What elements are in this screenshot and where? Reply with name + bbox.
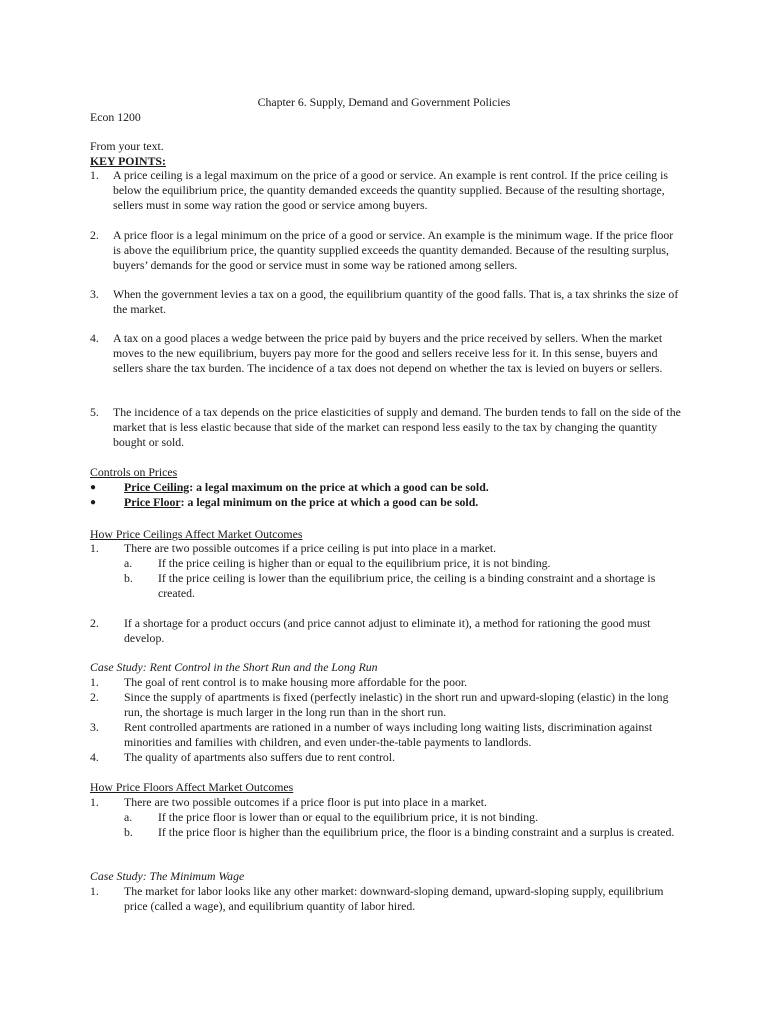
- floors-item: There are two possible outcomes if a price floor is put into place in a market.: [124, 795, 487, 809]
- sub-letter: a.: [124, 556, 133, 570]
- ceilings-item: There are two possible outcomes if a price ceiling is put into place in a market.: [124, 541, 497, 555]
- floors-sub-item: If the price floor is lower than or equal to the equilibrium price, it is not binding.: [158, 810, 539, 824]
- key-points-heading: KEY POINTS:: [90, 154, 166, 168]
- list-number: 1.: [90, 884, 99, 898]
- rent-item: The quality of apartments also suffers due to rent control.: [124, 750, 396, 764]
- key-point-text: A tax on a good places a wedge between the price paid by buyers and the price received by sellers. When the market moves to the new equilibrium, buyers pay more for the good and sellers receive less for it. In this sense, buyers and sellers share the tax burden. The incidence of a tax does not depend on whether the tax is levied on buyers or sellers.: [113, 331, 663, 375]
- wage-item: The market for labor looks like any other market: downward-sloping demand, upward-sloping supply, equilibrium price (called a wage), and equilibrium quantity of labor hired.: [124, 884, 664, 913]
- key-point-text: When the government levies a tax on a good, the equilibrium quantity of the good falls. That is, a tax shrinks the size of the market.: [113, 287, 679, 316]
- bullet-icon: ●: [90, 482, 97, 493]
- rent-item: Rent controlled apartments are rationed in a number of ways including long waiting lists, discrimination against minorities and families with children, and even under-the-table payments to landlords.: [124, 720, 653, 749]
- minimum-wage-heading: Case Study: The Minimum Wage: [90, 869, 245, 883]
- price-floor-definition: [124, 495, 478, 510]
- list-number: 2.: [90, 616, 99, 630]
- price-ceiling-definition: [124, 480, 489, 495]
- floors-heading: How Price Floors Affect Market Outcomes: [90, 780, 294, 794]
- ceilings-sub-item: If the price ceiling is lower than the equilibrium price, the ceiling is a binding constraint and a shortage is created.: [158, 571, 656, 600]
- page-title: Chapter 6. Supply, Demand and Government Policies: [257, 95, 511, 109]
- ceilings-heading: How Price Ceilings Affect Market Outcomes: [90, 527, 303, 541]
- key-point-text: A price floor is a legal minimum on the price of a good or service. An example is the minimum wage. If the price floor is above the equilibrium price, the quantity supplied exceeds the quantity demanded. Because of the resulting surplus, buyers’ demands for the good or service must in some way be rationed among sellers.: [113, 228, 674, 272]
- ceilings-sub-item: If the price ceiling is higher than or equal to the equilibrium price, it is not binding.: [158, 556, 551, 570]
- key-point-number: 1.: [90, 168, 99, 182]
- key-point-number: 2.: [90, 228, 99, 242]
- source-note: From your text.: [90, 139, 164, 153]
- key-point-text: A price ceiling is a legal maximum on the price of a good or service. An example is rent control. If the price ceiling is below the equilibrium price, the quantity demanded exceeds the quantity supplied. Because of the resulting shortage, sellers must in some way ration the good or service among buyers.: [113, 168, 668, 212]
- course-code: Econ 1200: [90, 110, 141, 124]
- sub-letter: b.: [124, 825, 133, 839]
- controls-heading: Controls on Prices: [90, 465, 178, 479]
- definition: : a legal minimum on the price at which a good can be sold.: [180, 495, 479, 509]
- list-number: 1.: [90, 541, 99, 555]
- rent-item: The goal of rent control is to make housing more affordable for the poor.: [124, 675, 468, 689]
- list-number: 3.: [90, 720, 99, 734]
- ceilings-item: If a shortage for a product occurs (and price cannot adjust to eliminate it), a method for rationing the good must develop.: [124, 616, 651, 645]
- floors-sub-item: If the price floor is higher than the equilibrium price, the floor is a binding constraint and a surplus is created.: [158, 825, 675, 839]
- bullet-icon: ●: [90, 497, 97, 508]
- rent-control-heading: Case Study: Rent Control in the Short Run and the Long Run: [90, 660, 378, 674]
- sub-letter: b.: [124, 571, 133, 585]
- rent-item: Since the supply of apartments is fixed (perfectly inelastic) in the short run and upward-sloping (elastic) in the long run, the shortage is much larger in the long run than in the short run.: [124, 690, 669, 719]
- key-point-text: The incidence of a tax depends on the price elasticities of supply and demand. The burden tends to fall on the side of the market that is less elastic because that side of the market can respond less easily to the tax by changing the quantity bought or sold.: [113, 405, 681, 449]
- list-number: 1.: [90, 675, 99, 689]
- list-number: 1.: [90, 795, 99, 809]
- definition: : a legal maximum on the price at which a good can be sold.: [189, 480, 489, 494]
- term: Price Floor: [124, 495, 181, 509]
- term: Price Ceiling: [124, 480, 190, 494]
- sub-letter: a.: [124, 810, 133, 824]
- key-point-number: 3.: [90, 287, 99, 301]
- key-point-number: 5.: [90, 405, 99, 419]
- list-number: 4.: [90, 750, 99, 764]
- key-point-number: 4.: [90, 331, 99, 345]
- list-number: 2.: [90, 690, 99, 704]
